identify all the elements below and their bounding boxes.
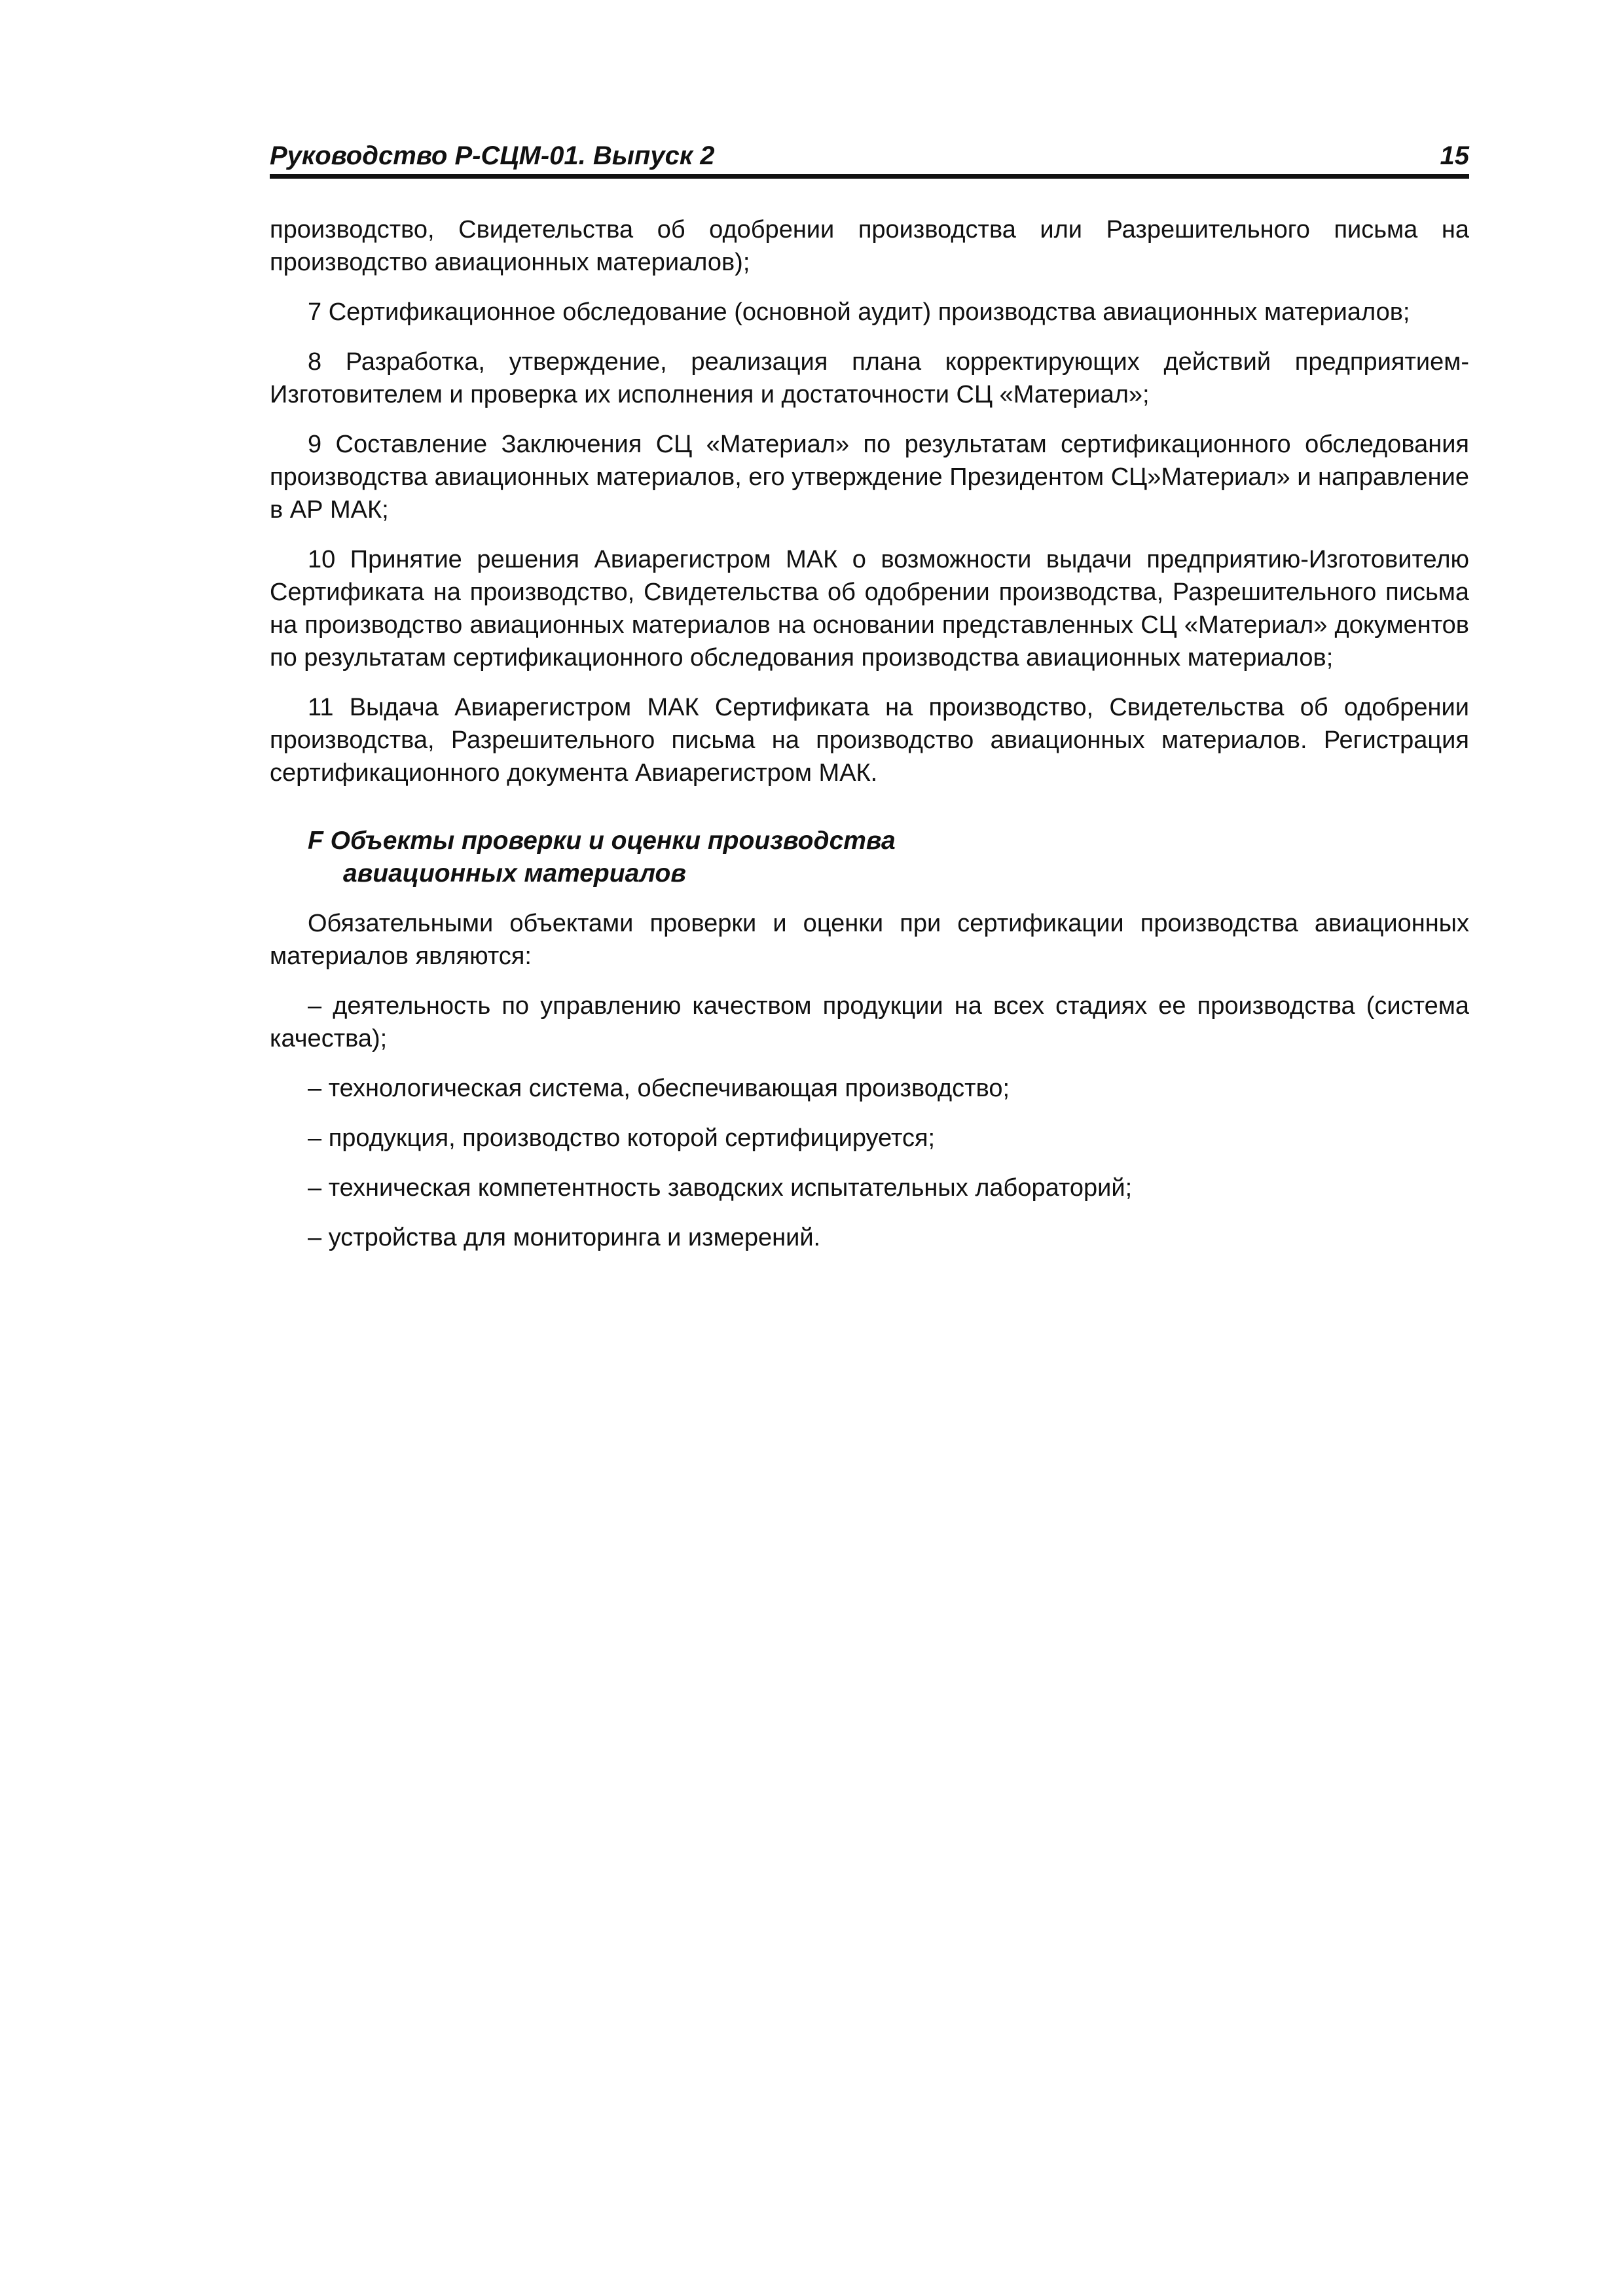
paragraph-item-11: 11 Выдача Авиарегистром МАК Сертификата на производство, Свидетельства об одобрении производства, Разрешительного письма на производство авиационных материалов. Регистрация сертификационного документа Авиарегистром МАК. (270, 694, 1469, 787)
header-divider (270, 174, 1469, 179)
list-item: – технологическая система, обеспечивающая производство; (308, 1075, 1010, 1102)
section-intro: Обязательными объектами проверки и оценки при сертификации производства авиационных материалов являются: (270, 910, 1469, 970)
header-title: Руководство Р-СЦМ-01. Выпуск 2 (270, 141, 715, 170)
page-content (270, 213, 1469, 1271)
list-item: – продукция, производство которой сертифицируется; (308, 1124, 936, 1152)
paragraph-item-7: 7 Сертификационное обследование (основной аудит) производства авиационных материалов; (308, 298, 1410, 326)
page-number: 15 (1440, 141, 1469, 170)
list-item: – техническая компетентность заводских испытательных лабораторий; (308, 1174, 1133, 1202)
list-item: – устройства для мониторинга и измерений. (308, 1224, 821, 1251)
paragraph-item-8: 8 Разработка, утверждение, реализация плана корректирующих действий предприятием-Изготовителем и проверка их исполнения и достаточности СЦ «Материал»; (270, 348, 1469, 408)
list-item: – деятельность по управлению качеством продукции на всех стадиях ее производства (система качества); (270, 992, 1469, 1052)
paragraph-continuation: производство, Свидетельства об одобрении производства или Разрешительного письма на производство авиационных материалов); (270, 216, 1469, 276)
paragraph-item-10: 10 Принятие решения Авиарегистром МАК о возможности выдачи предприятию-Изготовителю Сертификата на производство, Свидетельства об одобрении производства, Разрешительного письма на производство авиационных материалов на основании представленных СЦ «Материал» документов по результатам сертификационного обследования производства авиационных материалов; (270, 546, 1469, 672)
section-heading-line-1: F Объекты проверки и оценки производства (308, 827, 896, 855)
page-header (270, 134, 1469, 175)
section-heading-f (308, 825, 1469, 890)
section-heading-line-2: авиационных материалов (343, 859, 686, 888)
paragraph-item-9: 9 Составление Заключения СЦ «Материал» по результатам сертификационного обследования производства авиационных материалов, его утверждение Президентом СЦ»Материал» и направление в АР МАК; (270, 431, 1469, 524)
